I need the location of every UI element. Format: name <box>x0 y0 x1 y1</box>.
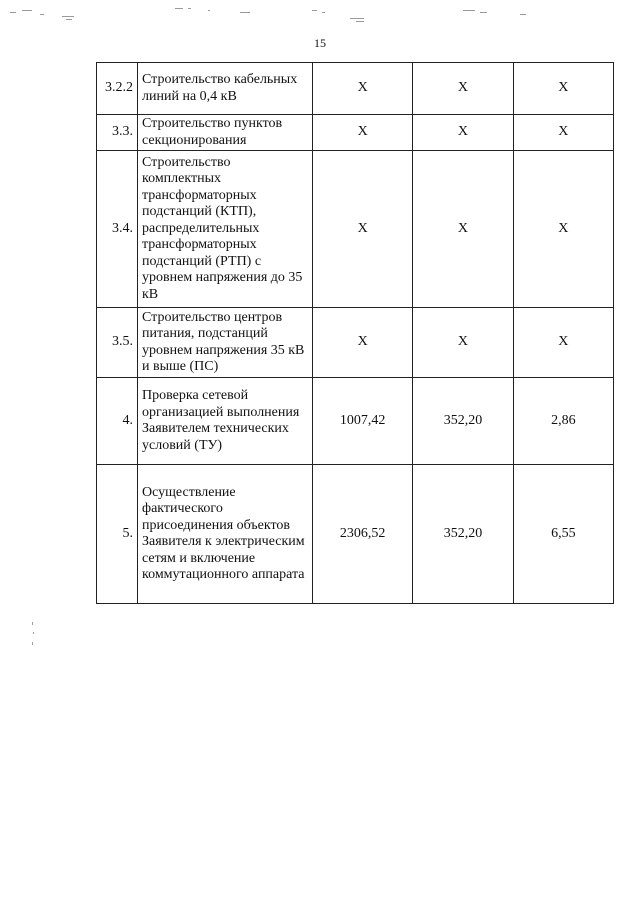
scan-artifacts <box>0 0 640 30</box>
table-row <box>97 465 614 604</box>
value-cell-2: Х <box>413 115 513 151</box>
row-number-cell: 4. <box>97 378 138 465</box>
table-row <box>97 378 614 465</box>
table-row <box>97 115 614 151</box>
value-cell-1: Х <box>313 63 413 115</box>
table-row <box>97 308 614 378</box>
value-cell-3: Х <box>513 63 613 115</box>
row-number-cell: 3.2.2 <box>97 63 138 115</box>
row-description-cell: Строительство пунктов секционирования <box>138 115 313 151</box>
value-cell-2: Х <box>413 308 513 378</box>
value-cell-1: 1007,42 <box>313 378 413 465</box>
tariff-table <box>96 62 614 604</box>
page-number: 15 <box>314 36 326 50</box>
table-row <box>97 151 614 308</box>
value-cell-3: 2,86 <box>513 378 613 465</box>
value-cell-3: 6,55 <box>513 465 613 604</box>
row-number-cell: 3.4. <box>97 151 138 308</box>
row-number-cell: 3.3. <box>97 115 138 151</box>
margin-scan-marks <box>28 620 38 650</box>
value-cell-2: 352,20 <box>413 465 513 604</box>
row-description-cell: Строительство центров питания, подстанций уровнем напряжения 35 кВ и выше (ПС) <box>138 308 313 378</box>
table-row <box>97 63 614 115</box>
row-description-cell: Строительство кабельных линий на 0,4 кВ <box>138 63 313 115</box>
value-cell-3: Х <box>513 151 613 308</box>
row-description-cell: Осуществление фактического присоединения объектов Заявителя к электрическим сетям и включение коммутационного аппарата <box>138 465 313 604</box>
row-number-cell: 3.5. <box>97 308 138 378</box>
value-cell-3: Х <box>513 308 613 378</box>
value-cell-2: Х <box>413 151 513 308</box>
value-cell-1: Х <box>313 115 413 151</box>
value-cell-1: Х <box>313 151 413 308</box>
value-cell-3: Х <box>513 115 613 151</box>
row-description-cell: Проверка сетевой организацией выполнения Заявителем технических условий (ТУ) <box>138 378 313 465</box>
row-number-cell: 5. <box>97 465 138 604</box>
value-cell-1: 2306,52 <box>313 465 413 604</box>
row-description-cell: Строительство комплектных трансформаторных подстанций (КТП), распределительных трансформаторных подстанций (РТП) с уровнем напряжения до 35 кВ <box>138 151 313 308</box>
value-cell-2: 352,20 <box>413 378 513 465</box>
value-cell-1: Х <box>313 308 413 378</box>
value-cell-2: Х <box>413 63 513 115</box>
